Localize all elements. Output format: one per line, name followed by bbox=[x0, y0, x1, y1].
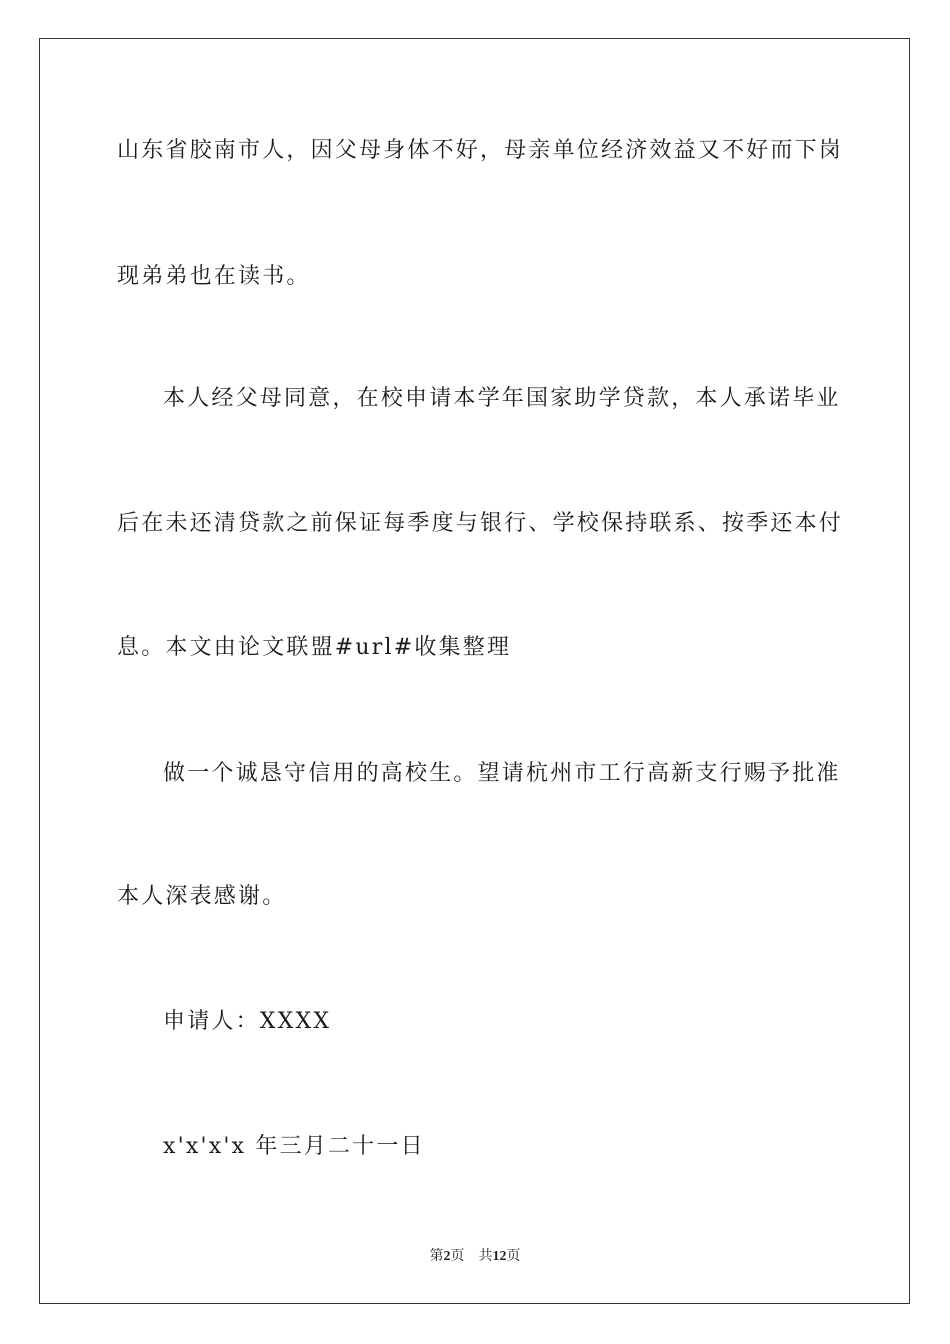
page-suffix: 页 bbox=[450, 1249, 465, 1264]
body-line-6: 做一个诚恳守信用的高校生。望请杭州市工行高新支行赐予批准 bbox=[163, 761, 841, 786]
total-pages: 12 bbox=[492, 1249, 507, 1264]
page-frame bbox=[39, 38, 910, 1304]
total-suffix: 页 bbox=[506, 1249, 521, 1264]
body-line-3: 本人经父母同意，在校申请本学年国家助学贷款，本人承诺毕业 bbox=[163, 386, 841, 411]
body-line-5: 息。本文由论文联盟#url#收集整理 bbox=[117, 635, 512, 660]
applicant-line: 申请人：XXXX bbox=[163, 1009, 332, 1034]
body-line-2: 现弟弟也在读书。 bbox=[117, 264, 311, 289]
page-number: 2 bbox=[443, 1249, 451, 1264]
page-prefix: 第 bbox=[429, 1249, 444, 1264]
body-line-7: 本人深表感谢。 bbox=[117, 884, 287, 909]
body-line-1: 山东省胶南市人，因父母身体不好，母亲单位经济效益又不好而下岗 bbox=[117, 138, 844, 163]
total-prefix: 共 bbox=[478, 1249, 493, 1264]
date-line: x'x'x'x 年三月二十一日 bbox=[163, 1134, 425, 1159]
page-footer bbox=[0, 1248, 950, 1266]
body-line-4: 后在未还清贷款之前保证每季度与银行、学校保持联系、按季还本付 bbox=[117, 511, 844, 536]
